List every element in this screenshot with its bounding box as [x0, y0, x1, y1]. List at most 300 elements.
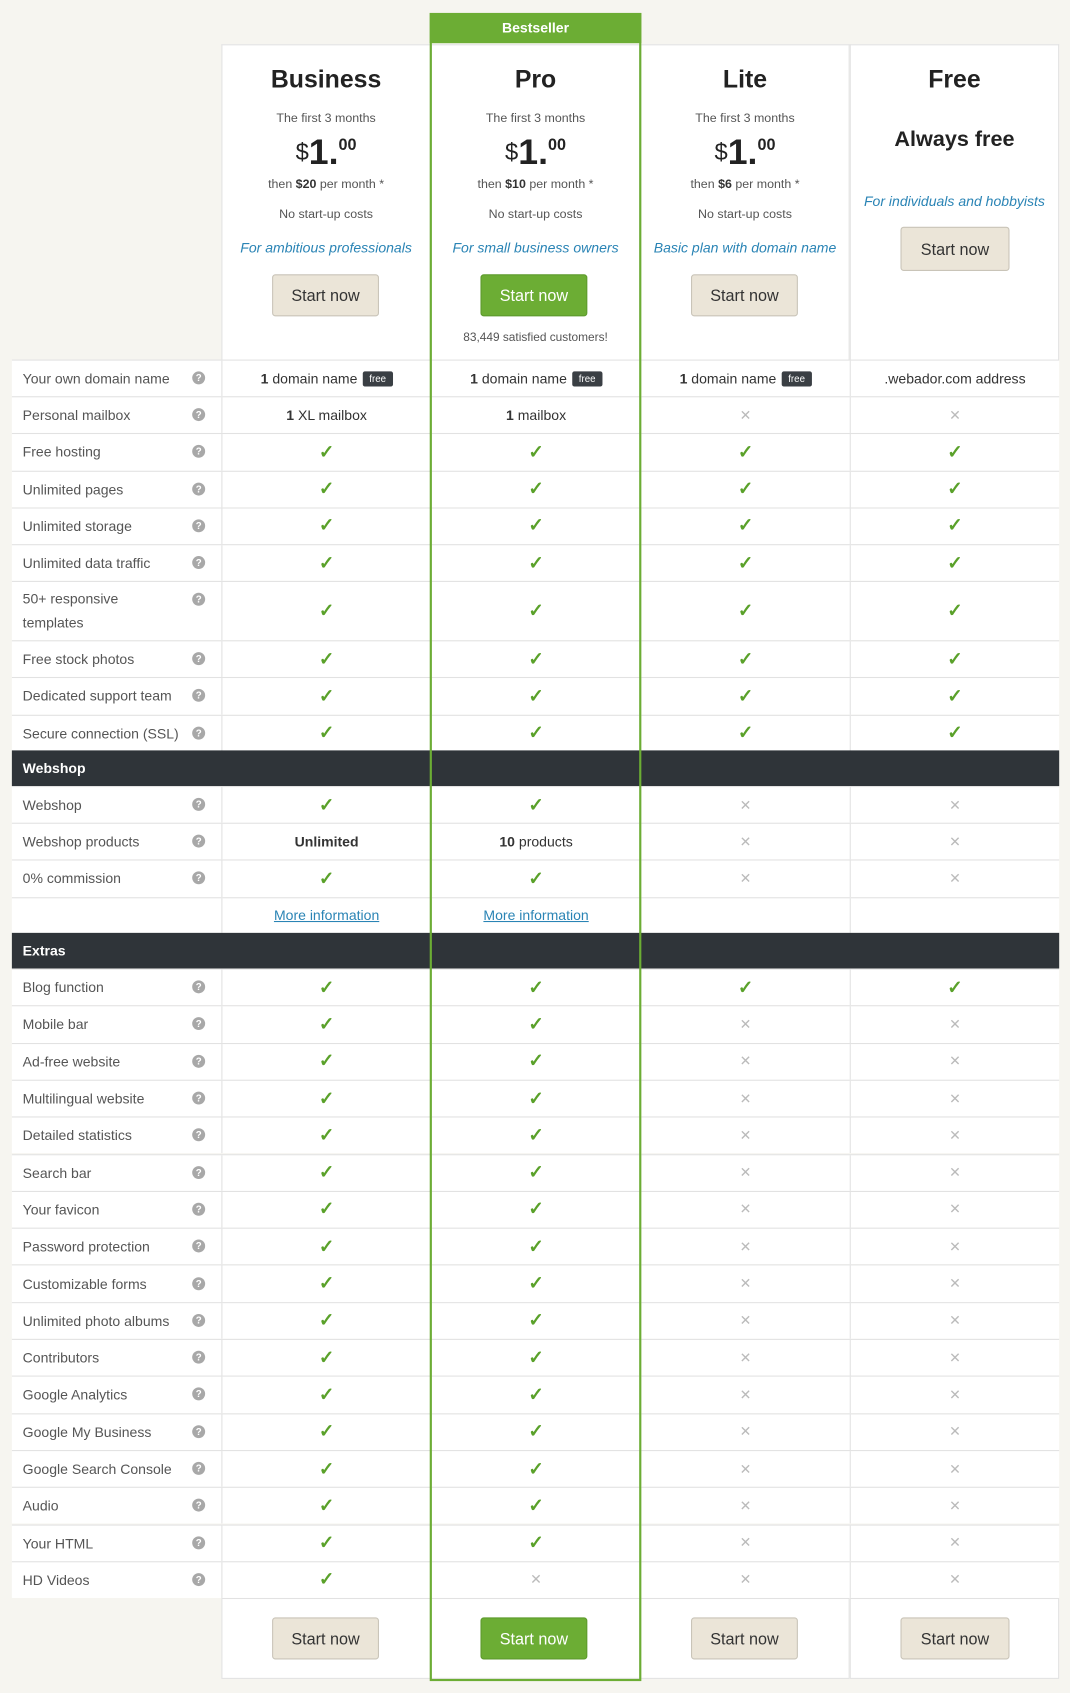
plan-price: $1.00 — [505, 131, 567, 172]
plan-cell — [640, 1118, 849, 1154]
cross-icon: ✕ — [739, 796, 752, 813]
check-icon: ✓ — [318, 1310, 335, 1331]
feature-row — [12, 1154, 1059, 1191]
feature-label — [12, 1044, 221, 1080]
help-icon[interactable]: ? — [192, 1425, 205, 1438]
plan-cell — [640, 787, 849, 823]
cross-icon: ✕ — [949, 1386, 961, 1403]
help-icon[interactable]: ? — [192, 835, 205, 848]
cross-icon: ✕ — [949, 870, 961, 887]
check-icon: ✓ — [528, 1532, 544, 1553]
plan-cell — [431, 861, 640, 897]
feature-label — [12, 787, 221, 823]
plan-cell — [640, 970, 849, 1006]
check-icon: ✓ — [318, 1569, 335, 1590]
feature-row — [12, 544, 1059, 581]
cross-icon: ✕ — [949, 1127, 961, 1144]
plan-cell — [850, 471, 1059, 507]
check-icon: ✓ — [318, 515, 335, 536]
feature-label — [12, 1007, 221, 1043]
help-icon[interactable]: ? — [192, 981, 205, 994]
check-icon: ✓ — [318, 1087, 335, 1109]
plan-cell — [221, 1118, 430, 1154]
plan-price: $1.00 — [714, 131, 776, 172]
plan-cell — [850, 970, 1059, 1006]
plan-cell — [221, 398, 430, 434]
plan-cell — [850, 787, 1059, 823]
help-icon[interactable]: ? — [192, 1462, 205, 1475]
help-icon[interactable]: ? — [192, 726, 205, 739]
feature-row — [12, 860, 1059, 897]
plan-tagline: Basic plan with domain name — [653, 239, 837, 256]
feature-label-text: Unlimited pages — [22, 481, 124, 498]
check-icon: ✓ — [737, 685, 754, 707]
bottom-start-now-button-lite[interactable]: Start now — [691, 1617, 798, 1659]
check-icon: ✓ — [528, 552, 544, 573]
help-icon[interactable]: ? — [192, 652, 205, 665]
check-icon: ✓ — [947, 648, 963, 670]
feature-label — [12, 1488, 221, 1524]
check-icon: ✓ — [318, 441, 335, 463]
plan-cell — [431, 1044, 640, 1080]
feature-label — [12, 1192, 221, 1228]
plan-cell — [221, 508, 430, 544]
plan-price: $1.00 — [295, 131, 357, 172]
feature-label-text: Webshop — [22, 796, 82, 814]
check-icon: ✓ — [318, 1384, 335, 1405]
plan-cell — [431, 1562, 640, 1598]
check-icon: ✓ — [318, 868, 335, 889]
feature-row — [12, 1265, 1059, 1302]
plan-then-price: then $6 per month * — [690, 178, 800, 192]
feature-label — [12, 582, 221, 640]
cell-value-text: mailbox — [513, 407, 567, 424]
cross-icon: ✕ — [530, 1571, 542, 1588]
check-icon: ✓ — [528, 1421, 544, 1442]
feature-row — [12, 396, 1059, 433]
feature-row — [12, 1117, 1059, 1154]
plan-cell — [640, 1192, 849, 1228]
plan-cell — [640, 1266, 849, 1302]
feature-label — [12, 545, 221, 581]
check-icon: ✓ — [737, 722, 754, 744]
plan-cell — [431, 1007, 640, 1043]
plan-intro-period: The first 3 months — [695, 112, 795, 126]
cross-icon: ✕ — [739, 1015, 752, 1033]
help-icon[interactable]: ? — [192, 1018, 205, 1031]
help-icon[interactable]: ? — [192, 1055, 205, 1068]
plan-cell — [850, 1303, 1059, 1339]
feature-label-text: Personal mailbox — [22, 407, 131, 424]
always-free-label: Always free — [894, 127, 1015, 152]
plan-cell — [431, 1266, 640, 1302]
feature-row — [12, 433, 1059, 470]
cell-value-text: products — [515, 833, 573, 851]
check-icon: ✓ — [947, 722, 963, 744]
feature-row — [12, 1191, 1059, 1228]
cross-icon: ✕ — [739, 1089, 752, 1107]
plan-cell — [431, 1340, 640, 1376]
feature-row — [12, 823, 1059, 860]
cross-icon: ✕ — [739, 1534, 752, 1551]
help-icon[interactable]: ? — [192, 519, 205, 532]
plan-cell — [221, 1451, 430, 1487]
plan-cell — [850, 678, 1059, 714]
plan-cell — [850, 1007, 1059, 1043]
no-startup-costs: No start-up costs — [698, 208, 792, 222]
feature-row — [12, 1043, 1059, 1080]
more-information-link[interactable]: More information — [273, 907, 380, 924]
plan-cell — [431, 545, 640, 581]
plan-cell — [640, 508, 849, 544]
help-icon[interactable]: ? — [192, 1388, 205, 1401]
feature-row — [12, 1302, 1059, 1339]
plan-name: Free — [928, 64, 981, 93]
plan-cell — [640, 1303, 849, 1339]
plan-cell — [640, 1081, 849, 1117]
plan-cell — [221, 1081, 430, 1117]
check-icon: ✓ — [947, 976, 963, 998]
feature-label-text: Unlimited data traffic — [22, 555, 151, 572]
help-icon[interactable]: ? — [192, 1314, 205, 1327]
feature-row — [12, 360, 1059, 397]
check-icon: ✓ — [947, 600, 963, 622]
check-icon: ✓ — [528, 600, 544, 622]
bottom-cell-business — [221, 1598, 430, 1679]
bottom-cell-free — [850, 1598, 1059, 1679]
plan-card-lite — [640, 44, 849, 359]
cross-icon: ✕ — [739, 1238, 752, 1255]
plan-cell — [640, 434, 849, 470]
feature-row — [12, 968, 1059, 1005]
check-icon: ✓ — [528, 1310, 544, 1331]
help-icon[interactable]: ? — [192, 1166, 205, 1179]
help-icon[interactable]: ? — [192, 482, 205, 495]
feature-row — [12, 640, 1059, 677]
check-icon: ✓ — [318, 794, 335, 815]
free-badge: free — [572, 371, 602, 386]
check-icon: ✓ — [528, 1124, 544, 1146]
plan-cell — [221, 898, 430, 933]
plan-cell — [431, 1377, 640, 1413]
plan-cell — [221, 1044, 430, 1080]
feature-label-text: Password protection — [22, 1238, 150, 1255]
check-icon: ✓ — [318, 976, 335, 998]
check-icon: ✓ — [528, 1495, 544, 1516]
feature-row — [12, 1339, 1059, 1376]
check-icon: ✓ — [318, 1124, 335, 1146]
check-icon: ✓ — [528, 685, 544, 707]
plan-cell — [431, 1451, 640, 1487]
cross-icon: ✕ — [739, 1312, 752, 1329]
help-icon[interactable]: ? — [192, 372, 205, 385]
plan-cell — [431, 398, 640, 434]
plan-cell — [221, 642, 430, 678]
plan-name: Pro — [514, 64, 557, 93]
feature-row — [12, 1524, 1059, 1561]
check-icon: ✓ — [528, 515, 544, 536]
plan-cell — [221, 1525, 430, 1561]
free-badge: free — [363, 371, 393, 386]
cell-value-text: domain name — [477, 370, 567, 387]
plan-card-pro — [431, 44, 640, 359]
plan-cell — [850, 1562, 1059, 1598]
plan-cell — [221, 787, 430, 823]
plan-cell — [640, 861, 849, 897]
cross-icon: ✕ — [949, 1015, 961, 1033]
plan-cell — [431, 361, 640, 397]
plan-cell — [221, 1303, 430, 1339]
feature-label — [12, 715, 221, 751]
help-icon[interactable]: ? — [192, 1573, 205, 1586]
no-startup-costs: No start-up costs — [279, 208, 373, 222]
check-icon: ✓ — [318, 1235, 335, 1257]
start-now-button-free[interactable]: Start now — [900, 227, 1009, 271]
check-icon: ✓ — [947, 685, 963, 707]
plan-cell — [221, 471, 430, 507]
check-icon: ✓ — [528, 794, 544, 815]
feature-label — [12, 678, 221, 714]
feature-label-text: Free stock photos — [22, 651, 135, 668]
check-icon: ✓ — [318, 722, 335, 744]
help-icon[interactable]: ? — [192, 1240, 205, 1253]
plan-intro-period: The first 3 months — [485, 112, 586, 126]
cell-value-count: 10 — [499, 833, 515, 851]
plan-cell — [640, 1488, 849, 1524]
bottom-start-now-button-business[interactable]: Start now — [272, 1617, 379, 1659]
plan-intro-period: The first 3 months — [276, 112, 376, 126]
cross-icon: ✕ — [949, 1201, 961, 1218]
feature-row — [12, 1228, 1059, 1265]
plan-cell — [221, 1377, 430, 1413]
check-icon: ✓ — [318, 1050, 335, 1072]
feature-label-text: Search bar — [22, 1164, 92, 1181]
feature-label-text: Google Search Console — [22, 1460, 172, 1478]
feature-label — [12, 434, 221, 470]
feature-label — [12, 508, 221, 544]
check-icon: ✓ — [528, 1013, 544, 1035]
cross-icon: ✕ — [739, 1571, 752, 1588]
cross-icon: ✕ — [739, 1201, 752, 1218]
plan-cell — [431, 1488, 640, 1524]
plan-cell — [431, 1525, 640, 1561]
plan-cell — [640, 1229, 849, 1265]
plan-cell — [640, 471, 849, 507]
plan-cell — [431, 1303, 640, 1339]
help-icon[interactable]: ? — [192, 1277, 205, 1290]
feature-row — [12, 1561, 1059, 1598]
feature-row — [12, 786, 1059, 823]
plan-cell — [850, 545, 1059, 581]
check-icon: ✓ — [528, 868, 544, 889]
cross-icon: ✕ — [949, 406, 961, 424]
help-icon[interactable]: ? — [192, 872, 205, 885]
plan-cell — [850, 1044, 1059, 1080]
plan-cell — [431, 678, 640, 714]
plan-cell — [221, 1266, 430, 1302]
feature-label — [12, 1451, 221, 1487]
cell-value-text: XL mailbox — [294, 407, 367, 424]
plan-cell — [850, 1266, 1059, 1302]
help-icon[interactable]: ? — [192, 1203, 205, 1216]
plan-tagline: For individuals and hobbyists — [863, 193, 1045, 210]
check-icon: ✓ — [318, 1421, 335, 1442]
plan-card-business — [221, 44, 430, 359]
plan-cell — [850, 1525, 1059, 1561]
plan-cell — [431, 508, 640, 544]
feature-label-text: Ad-free website — [22, 1053, 121, 1070]
plan-cell — [431, 582, 640, 640]
feature-label — [12, 1562, 221, 1598]
plan-cell — [640, 1007, 849, 1043]
help-icon[interactable]: ? — [192, 1499, 205, 1512]
plan-cell — [431, 1229, 640, 1265]
plan-cell — [221, 1340, 430, 1376]
cross-icon: ✕ — [949, 1423, 961, 1440]
plan-cell — [640, 1340, 849, 1376]
plan-cell — [431, 1192, 640, 1228]
check-icon: ✓ — [318, 1458, 335, 1479]
start-now-button-lite[interactable]: Start now — [691, 274, 798, 316]
plan-cell — [640, 582, 849, 640]
plan-cell — [431, 434, 640, 470]
plan-cell — [431, 970, 640, 1006]
plan-cell — [431, 642, 640, 678]
plan-cell — [221, 1414, 430, 1450]
feature-label-text: Google My Business — [22, 1423, 152, 1441]
feature-row — [12, 1450, 1059, 1487]
plan-cell — [850, 1414, 1059, 1450]
plan-cell — [850, 898, 1059, 933]
plan-cell — [850, 1118, 1059, 1154]
plan-name: Business — [270, 64, 382, 93]
plan-cell — [850, 1340, 1059, 1376]
feature-label — [12, 642, 221, 678]
plan-cell — [640, 1414, 849, 1450]
check-icon: ✓ — [528, 1050, 544, 1072]
check-icon: ✓ — [947, 515, 963, 536]
feature-label-text: Your favicon — [22, 1201, 100, 1218]
check-icon: ✓ — [528, 722, 544, 744]
help-icon[interactable]: ? — [192, 1536, 205, 1549]
cross-icon: ✕ — [739, 833, 752, 850]
plan-cell — [221, 582, 430, 640]
feature-label — [12, 1229, 221, 1265]
help-icon[interactable]: ? — [192, 408, 205, 421]
help-icon[interactable]: ? — [192, 1092, 205, 1105]
check-icon: ✓ — [318, 1532, 335, 1553]
plan-cell — [640, 678, 849, 714]
plan-name: Lite — [722, 64, 768, 93]
help-icon[interactable]: ? — [192, 556, 205, 569]
check-icon: ✓ — [318, 1347, 335, 1368]
feature-label — [12, 1081, 221, 1117]
plan-cell — [640, 398, 849, 434]
feature-label-text: Multilingual website — [22, 1090, 145, 1107]
check-icon: ✓ — [528, 648, 544, 670]
cell-value-count: 1 — [679, 370, 688, 387]
cross-icon: ✕ — [739, 406, 752, 424]
plan-cell — [850, 361, 1059, 397]
plan-cell — [431, 715, 640, 751]
cross-icon: ✕ — [949, 1089, 961, 1107]
bottom-start-now-button-free[interactable]: Start now — [900, 1617, 1009, 1659]
feature-label — [12, 970, 221, 1006]
plan-cell — [221, 1192, 430, 1228]
plan-cell — [221, 1007, 430, 1043]
plan-cell — [221, 678, 430, 714]
feature-label — [12, 1118, 221, 1154]
plan-cell — [221, 545, 430, 581]
feature-label — [12, 861, 221, 897]
plan-cell — [640, 545, 849, 581]
cross-icon: ✕ — [949, 1164, 961, 1181]
check-icon: ✓ — [947, 441, 963, 463]
feature-label-text: Free hosting — [22, 444, 101, 461]
feature-row — [12, 1080, 1059, 1117]
start-now-button-pro[interactable]: Start now — [480, 274, 587, 316]
help-icon[interactable]: ? — [192, 1351, 205, 1364]
help-icon[interactable]: ? — [192, 593, 205, 606]
feature-row — [12, 1006, 1059, 1043]
feature-label — [12, 1155, 221, 1191]
check-icon: ✓ — [528, 1198, 544, 1220]
cross-icon: ✕ — [949, 1460, 961, 1477]
feature-label-text: Audio — [22, 1497, 59, 1515]
plan-cell — [221, 1488, 430, 1524]
plan-cell — [431, 1414, 640, 1450]
cross-icon: ✕ — [949, 1571, 961, 1588]
help-icon[interactable]: ? — [192, 798, 205, 811]
feature-row — [12, 470, 1059, 507]
plan-cell — [850, 1377, 1059, 1413]
check-icon: ✓ — [528, 1235, 544, 1257]
feature-label — [12, 1525, 221, 1561]
cross-icon: ✕ — [949, 796, 961, 813]
bottom-cell-lite — [640, 1598, 849, 1679]
cell-value-count: 1 — [260, 370, 269, 387]
more-information-link[interactable]: More information — [483, 907, 589, 924]
no-startup-costs: No start-up costs — [488, 208, 583, 222]
start-now-button-business[interactable]: Start now — [272, 274, 379, 316]
feature-label-text: Webshop products — [22, 833, 140, 851]
help-icon[interactable]: ? — [192, 689, 205, 702]
feature-label-text: Dedicated support team — [22, 688, 172, 705]
bottom-start-now-button-pro[interactable]: Start now — [480, 1617, 587, 1659]
plan-cell — [640, 1562, 849, 1598]
help-icon[interactable]: ? — [192, 1129, 205, 1142]
feature-label-text: 50+ responsive templates — [22, 590, 119, 631]
plan-cell — [431, 1118, 640, 1154]
check-icon: ✓ — [318, 1273, 335, 1294]
check-icon: ✓ — [737, 600, 754, 622]
plan-cell — [850, 861, 1059, 897]
check-icon: ✓ — [318, 1198, 335, 1220]
cell-value-text: Unlimited — [294, 833, 359, 851]
free-badge: free — [782, 371, 812, 386]
plan-cell — [850, 824, 1059, 860]
feature-label-text: Your own domain name — [22, 370, 170, 387]
feature-row — [12, 714, 1059, 751]
cross-icon: ✕ — [739, 1497, 752, 1514]
cross-icon: ✕ — [739, 1052, 752, 1070]
bestseller-banner: Bestseller — [430, 13, 642, 43]
feature-label-text: 0% commission — [22, 870, 121, 887]
section-header-webshop: Webshop — [12, 750, 1059, 786]
plan-cell — [850, 1488, 1059, 1524]
plan-cell — [431, 1155, 640, 1191]
help-icon[interactable]: ? — [192, 445, 205, 458]
